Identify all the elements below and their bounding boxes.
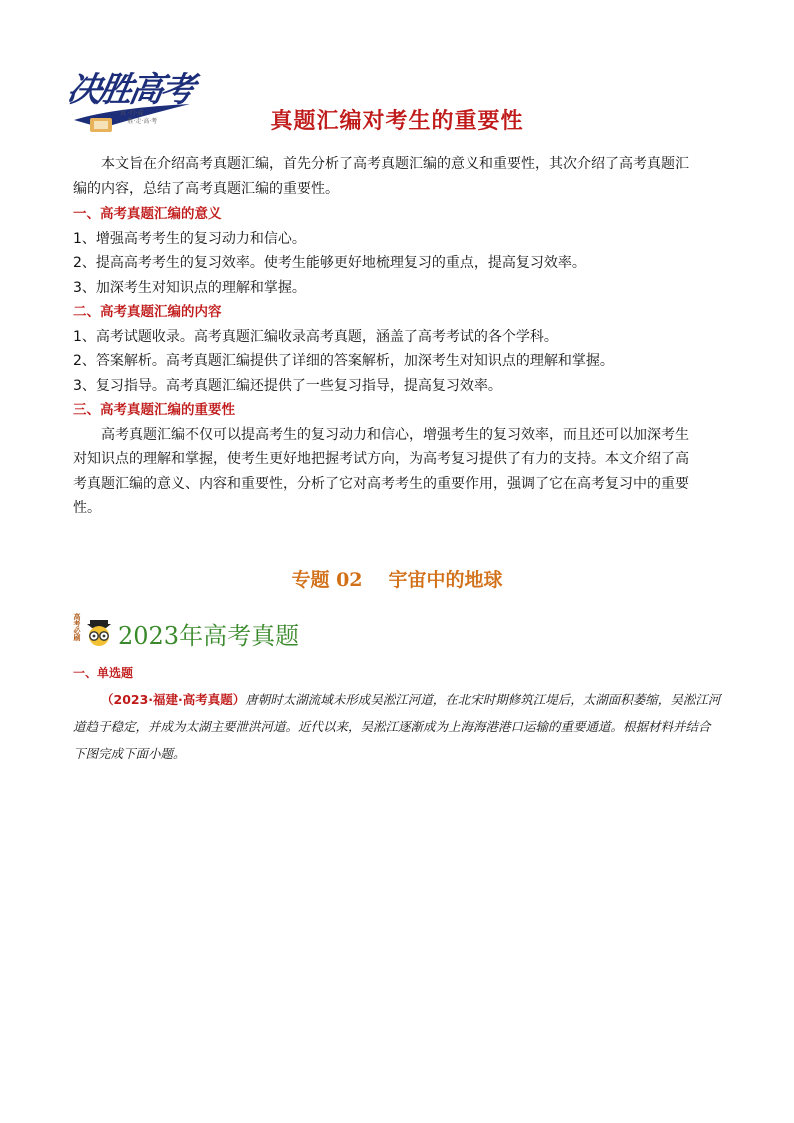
section-heading: 二、高考真题汇编的内容 [73,304,222,320]
intro-paragraph [73,152,723,201]
section-heading: 三、高考真题汇编的重要性 [73,402,235,418]
question-type-heading: 一、单选题 [73,666,134,680]
list-item: 2、提高高考考生的复习效率。使考生能够更好地梳理复习的重点，提高复习效率。 [73,255,586,271]
question-line: 吴淞江河道趋于稳定，并成为太湖主要泄洪河道。近代以来，吴淞江逐渐成为上海海港港口运输的重要通 [73,692,721,734]
question-source: （2023·福建·高考真题） [101,692,246,707]
paragraph-line: 高考真题汇编不仅可以提高考生的复习动力和信心，增强考生的复习效率，而且还可以加深考生 [101,426,689,443]
question-line: 道。根据材料并结合下图完成下面小题。 [73,719,711,761]
list-item: 3、加深考生对知识点的理解和掌握。 [73,279,306,296]
intro-line: 编的内容，总结了高考真题汇编的重要性。 [73,180,339,197]
logo-subtext-line2: · · · 胜·走·高·考 [116,118,158,125]
section-significance [73,202,723,300]
section-importance [73,398,723,521]
intro-line: 本文旨在介绍高考真题汇编，首先分析了高考真题汇编的意义和重要性，其次介绍了高考真题汇 [101,156,689,172]
page-title: 真题汇编对考生的重要性 [270,109,524,134]
topic-title [0,565,794,592]
side-label: 高考必刷 [73,613,81,641]
paragraph-line: 性。 [73,500,101,516]
list-item: 2、答案解析。高考真题汇编提供了详细的答案解析，加深考生对知识点的理解和掌握。 [73,353,614,369]
logo-text: 决胜高考 [63,70,195,110]
topic-name: 宇宙中的地球 [388,569,503,591]
year-heading-row [73,612,299,654]
glasses-face-icon [84,620,114,646]
topic-number: 专题 02 [291,569,363,591]
paragraph-line: 考真题汇编的意义、内容和重要性，分析了它对高考考生的重要作用，强调了它在高考复习中的重要 [73,475,689,492]
section-heading: 一、高考真题汇编的意义 [73,206,222,222]
list-item: 1、高考试题收录。高考真题汇编收录高考真题，涵盖了高考考试的各个学科。 [73,328,558,345]
logo-subtext-line1: · 真 ·行·成 [116,110,144,117]
list-item: 1、增强高考考生的复习动力和信心。 [73,230,306,247]
question-body [73,686,723,767]
year-heading: 2023年高考真题 [118,621,300,650]
section-content [73,300,723,398]
paragraph-line: 对知识点的理解和掌握，使考生更好地把握考试方向，为高考复习提供了有力的支持。本文介绍了高 [73,451,689,467]
list-item: 3、复习指导。高考真题汇编还提供了一些复习指导，提高复习效率。 [73,377,502,394]
question-line: 唐朝时太湖流域未形成吴淞江河道，在北宋时期修筑江堤后，太湖面积萎缩， [245,692,671,707]
